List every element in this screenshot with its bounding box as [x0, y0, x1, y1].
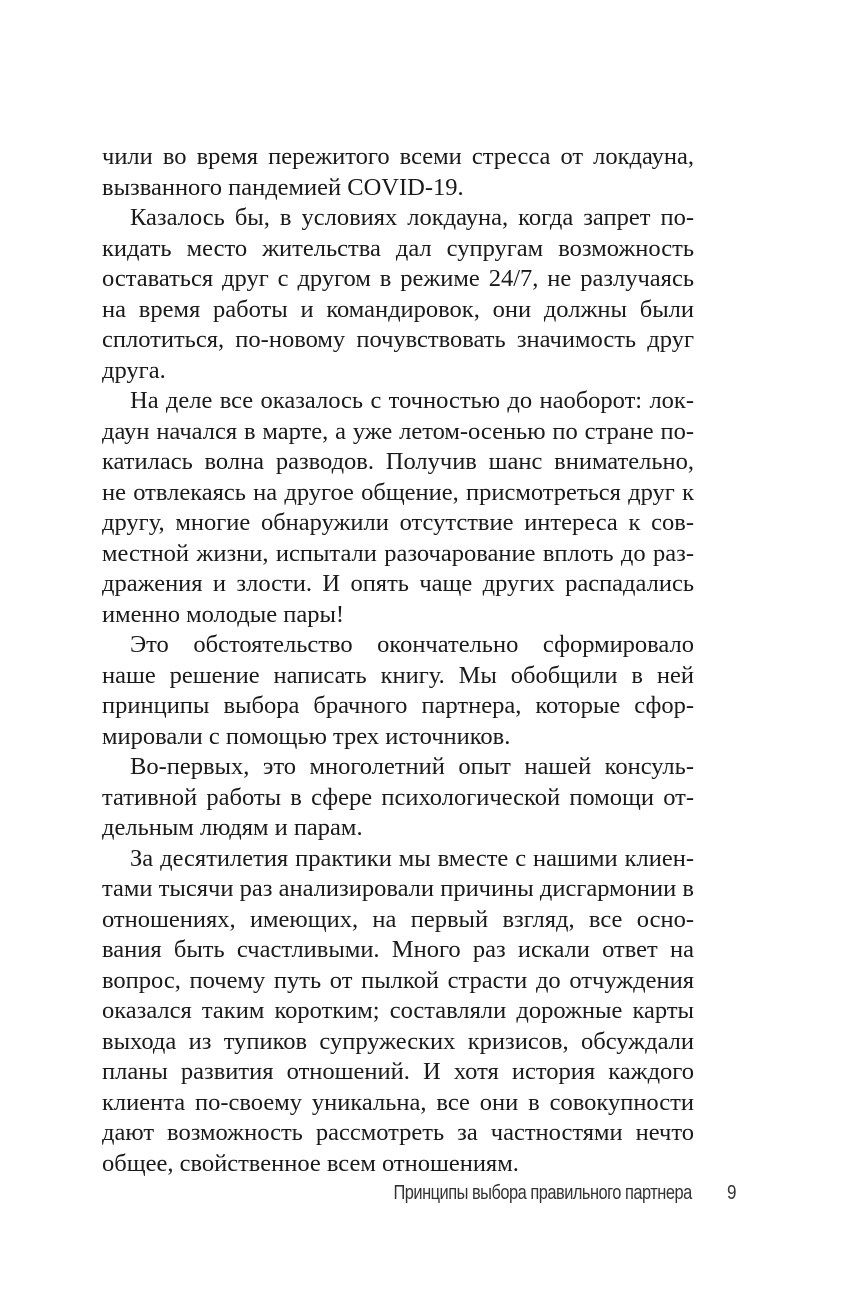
paragraph: Казалось бы, в условиях локдауна, когда запрет покидать место жительства дал супругам возможность оставаться друг с другом в режиме 24/7, не разлучаясь на время работы и командировок, они должны были сплотиться, по-новому почувствовать значимость друг друга. — [102, 204, 694, 384]
body-text — [102, 142, 694, 1179]
paragraph-continuation: чили во время пережитого всеми стресса от локдауна, вызванного пандемией COVID-19. — [102, 143, 694, 201]
paragraph: Это обстоятельство окончательно сформировало наше решение написать книгу. Мы обобщили в ней принципы выбора брачного партнера, которые сформировали с помощью трех источников. — [102, 631, 694, 750]
paragraph: На деле все оказалось с точностью до наоборот: локдаун начался в марте, а уже летом-осенью по стране покатилась волна разводов. Получив шанс внимательно, не отвлекаясь на другое общение, присмотреться друг к другу, многие обнаружили отсутствие интереса к совместной жизни, испытали разочарование вплоть до раздражения и злости. И опять чаще других распадались именно молодые пары! — [102, 387, 694, 628]
page-footer — [0, 1180, 844, 1210]
page-number: 9 — [727, 1182, 737, 1204]
running-title: Принципы выбора правильного партнера — [393, 1182, 692, 1204]
paragraph: За десятилетия практики мы вместе с нашими клиентами тысячи раз анализировали причины дисгармонии в отношениях, имеющих, на первый взгляд, все основания быть счастливыми. Много раз искали ответ на вопрос, почему путь от пылкой страсти до отчуждения оказался таким коротким; составляли дорожные карты выхода из тупиков супружеских кризисов, обсуждали планы развития отношений. И хотя история каждого клиента по-своему уникальна, все они в совокупности дают возможность рассмотреть за частностями нечто общее, свойственное всем отношениям. — [102, 844, 694, 1177]
paragraph: Во-первых, это многолетний опыт нашей консультативной работы в сфере психологической помощи отдельным людям и парам. — [102, 753, 694, 841]
